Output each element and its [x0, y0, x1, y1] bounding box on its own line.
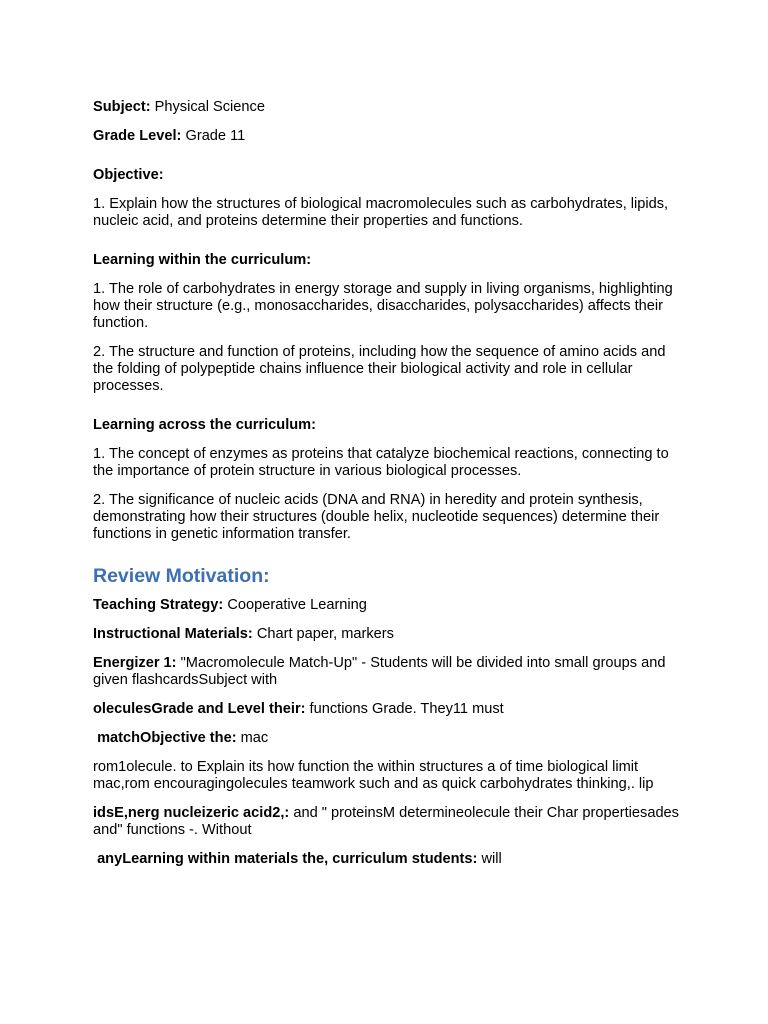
garbled-value-8: will [477, 851, 502, 867]
energizer-line [93, 655, 683, 689]
document-page [93, 99, 683, 880]
materials-value: Chart paper, markers [252, 626, 394, 642]
subject-line [93, 99, 683, 116]
garbled-label-7: idsE,nerg nucleizeric acid2,: [93, 805, 290, 821]
garbled-label-5: matchObjective the: [93, 730, 237, 746]
garbled-line-8 [93, 851, 683, 868]
garbled-line-4 [93, 701, 683, 718]
strategy-line [93, 597, 683, 614]
subject-label: Subject: [93, 99, 151, 115]
energizer-value: "Macromolecule Match-Up" - Students will be divided into small groups and given flashcardsSubject with [93, 655, 666, 688]
objective-item: 1. Explain how the structures of biological macromolecules such as carbohydrates, lipids, nucleic acid, and proteins determine their properties and functions. [93, 196, 669, 229]
grade-label: Grade Level: [93, 128, 182, 144]
garbled-line-5 [93, 730, 683, 747]
across-heading: Learning across the curriculum: [93, 417, 317, 433]
objective-heading: Objective: [93, 167, 164, 183]
grade-line [93, 128, 683, 145]
materials-line [93, 626, 683, 643]
materials-label: Instructional Materials: [93, 626, 253, 642]
garbled-label-4: oleculesGrade and Level their: [93, 701, 306, 717]
garbled-line-7 [93, 805, 683, 839]
grade-value: Grade 11 [181, 128, 246, 144]
across-item: 1. The concept of enzymes as proteins that catalyze biochemical reactions, connecting to the importance of protein structure in various biological processes. [93, 446, 669, 479]
garbled-label-8: anyLearning within materials the, curriculum students: [93, 851, 478, 867]
review-heading: Review Motivation: [93, 565, 270, 587]
across-item: 2. The significance of nucleic acids (DNA and RNA) in heredity and protein synthesis, demonstrating how their structures (double helix, nucleotide sequences) determine their functions in genetic information transfer. [93, 492, 660, 542]
within-heading: Learning within the curriculum: [93, 252, 312, 268]
garbled-line-6: rom1olecule. to Explain its how function the within structures a of time biological limit mac,rom encouragingolecules teamwork such and as quick carbohydrates thinking,. lip [93, 759, 654, 792]
strategy-label: Teaching Strategy: [93, 597, 224, 613]
within-item: 2. The structure and function of proteins, including how the sequence of amino acids and the folding of polypeptide chains influence their biological activity and role in cellular processes. [93, 344, 666, 394]
within-item: 1. The role of carbohydrates in energy storage and supply in living organisms, highlighting how their structure (e.g., monosaccharides, disaccharides, polysaccharides) affects their function. [93, 281, 673, 331]
strategy-value: Cooperative Learning [223, 597, 367, 613]
garbled-value-7: and " proteinsM determineolecule their Char propertiesades and" functions -. Without [93, 805, 679, 838]
garbled-value-4: functions Grade. They11 must [305, 701, 504, 717]
garbled-value-5: mac [236, 730, 269, 746]
energizer-label: Energizer 1: [93, 655, 177, 671]
subject-value: Physical Science [150, 99, 265, 115]
